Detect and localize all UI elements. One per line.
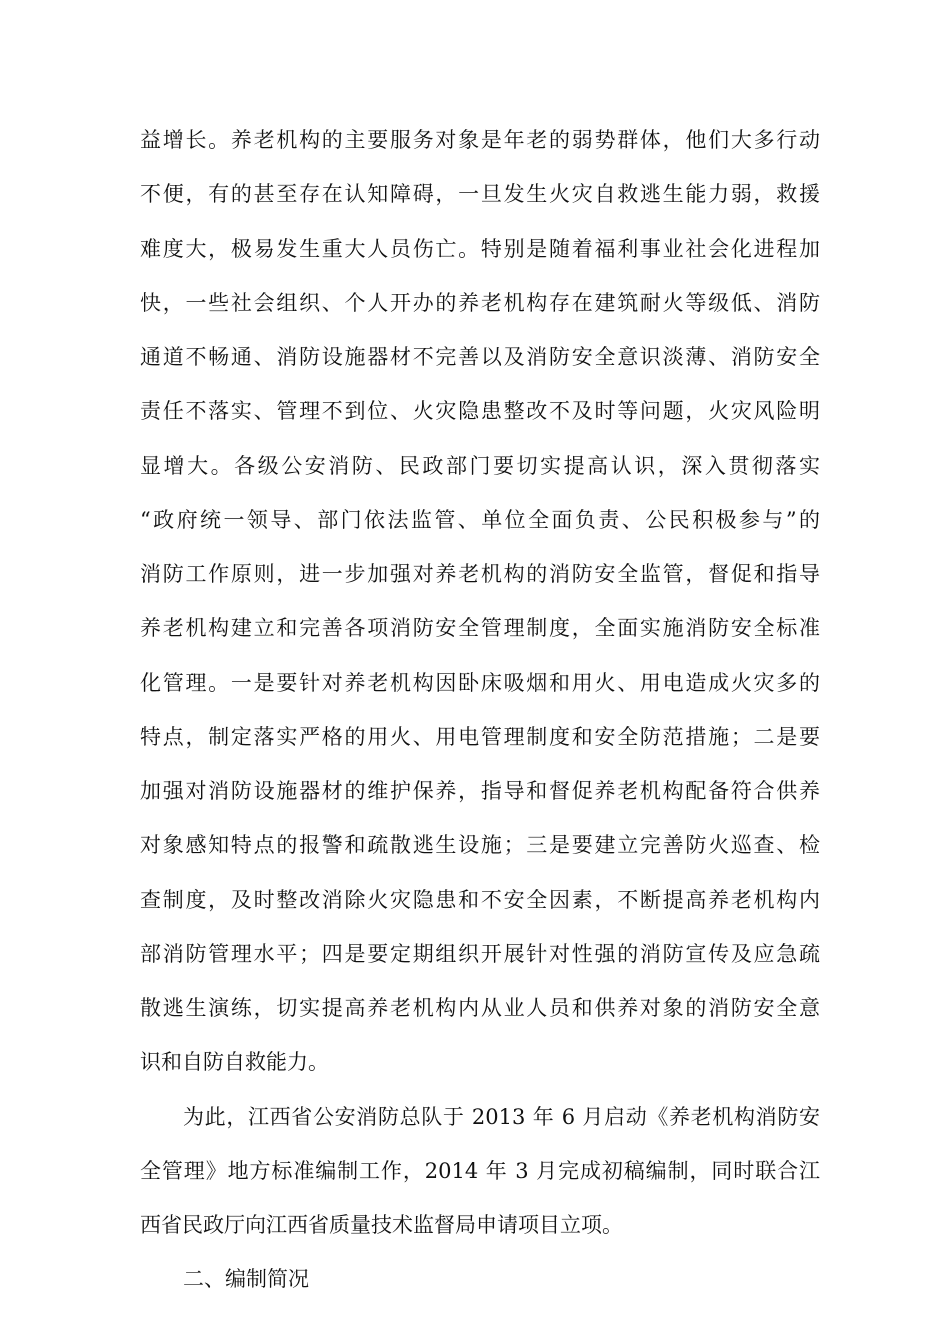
paragraph-line: “政府统一领导、部门依法监管、单位全面负责、公民积极参与”的 [140,508,820,532]
section-heading: 二、编制简况 [183,1267,309,1291]
paragraph-line: 消防工作原则，进一步加强对养老机构的消防安全监管，督促和指导 [140,562,820,586]
paragraph-line: 不便，有的甚至存在认知障碍，一旦发生火灾自救逃生能力弱，救援 [140,182,820,206]
paragraph-line: 化管理。一是要针对养老机构因卧床吸烟和用火、用电造成火灾多的 [140,671,820,695]
paragraph-line: 全管理》地方标准编制工作，2014 年 3 月完成初稿编制，同时联合江 [140,1159,820,1183]
paragraph-line: 快，一些社会组织、个人开办的养老机构存在建筑耐火等级低、消防 [140,291,820,315]
paragraph-line: 显增大。各级公安消防、民政部门要切实提高认识，深入贯彻落实 [140,454,820,478]
paragraph-line: 对象感知特点的报警和疏散逃生设施；三是要建立完善防火巡查、检 [140,833,820,857]
paragraph-line: 查制度，及时整改消除火灾隐患和不安全因素，不断提高养老机构内 [140,888,820,912]
paragraph-line: 责任不落实、管理不到位、火灾隐患整改不及时等问题，火灾风险明 [140,399,820,423]
paragraph-line: 难度大，极易发生重大人员伤亡。特别是随着福利事业社会化进程加 [140,237,820,261]
paragraph-line: 养老机构建立和完善各项消防安全管理制度，全面实施消防安全标准 [140,616,820,640]
paragraph-line: 加强对消防设施器材的维护保养，指导和督促养老机构配备符合供养 [140,779,820,803]
paragraph-line: 为此，江西省公安消防总队于 2013 年 6 月启动《养老机构消防安 [183,1105,820,1129]
paragraph-line: 通道不畅通、消防设施器材不完善以及消防安全意识淡薄、消防安全 [140,345,820,369]
paragraph-line: 特点，制定落实严格的用火、用电管理制度和安全防范措施；二是要 [140,725,820,749]
paragraph-line: 益增长。养老机构的主要服务对象是年老的弱势群体，他们大多行动 [140,128,820,152]
paragraph-line: 西省民政厅向江西省质量技术监督局申请项目立项。 [140,1213,623,1237]
paragraph-line: 识和自防自救能力。 [140,1050,329,1074]
paragraph-line: 部消防管理水平；四是要定期组织开展针对性强的消防宣传及应急疏 [140,942,820,966]
paragraph-line: 散逃生演练，切实提高养老机构内从业人员和供养对象的消防安全意 [140,996,820,1020]
